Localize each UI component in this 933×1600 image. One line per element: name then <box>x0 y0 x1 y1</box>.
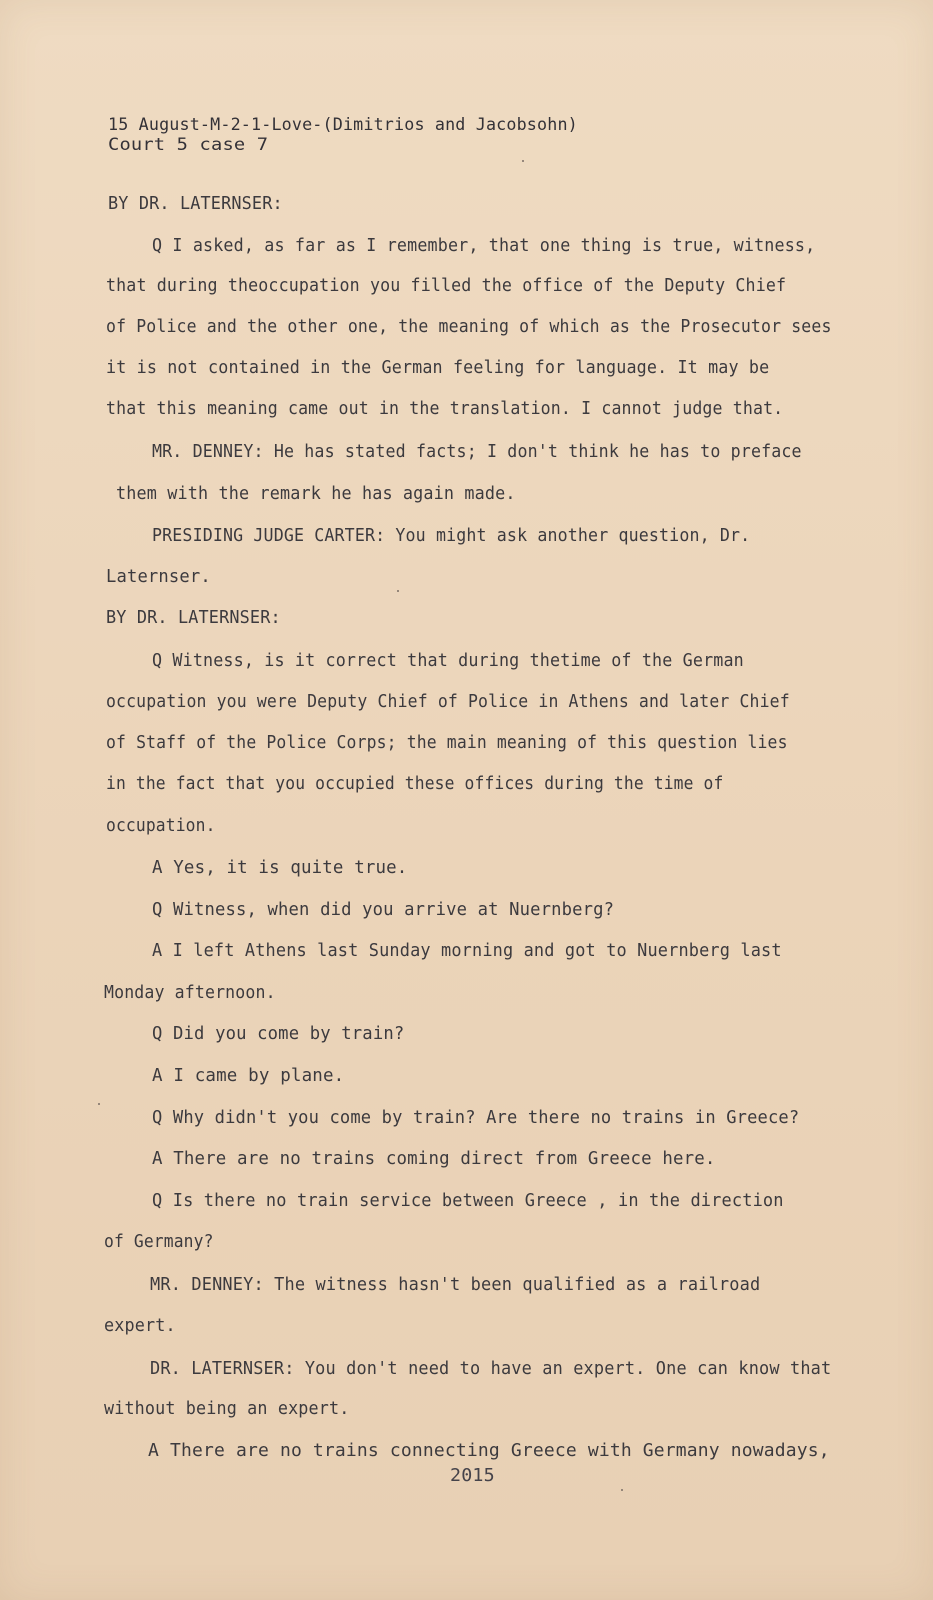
answer-line: A There are no trains coming direct from Greece here. <box>152 1149 716 1169</box>
header-line-2: Court 5 case 7 <box>108 135 269 154</box>
question-line: Q Witness, is it correct that during thetime of the German <box>152 651 744 671</box>
answer-line: A There are no trains connecting Greece with Germany nowadays, <box>148 1441 830 1461</box>
page-number: 2015 <box>450 1466 495 1486</box>
text-line: of Germany? <box>104 1232 214 1252</box>
text-line: Laternser. <box>106 567 211 587</box>
text-line: it is not contained in the German feeling for language. It may be <box>106 358 770 378</box>
speaker-line: PRESIDING JUDGE CARTER: You might ask another question, Dr. <box>152 526 751 546</box>
answer-line: A Yes, it is quite true. <box>152 858 408 878</box>
text-line: them with the remark he has again made. <box>116 484 516 504</box>
text-line: occupation. <box>106 816 216 836</box>
text-line: in the fact that you occupied these offices during the time of <box>106 774 724 794</box>
paper-speck <box>621 1489 623 1491</box>
speaker-line: MR. DENNEY: He has stated facts; I don't think he has to preface <box>152 442 802 462</box>
question-line: Q Witness, when did you arrive at Nuernberg? <box>152 900 615 920</box>
text-line: occupation you were Deputy Chief of Police in Athens and later Chief <box>106 692 790 712</box>
paper-speck <box>98 1103 100 1105</box>
paper-speck <box>522 160 524 162</box>
paper-speck <box>397 590 399 592</box>
answer-line: A I left Athens last Sunday morning and got to Nuernberg last <box>152 941 782 961</box>
speaker-heading: BY DR. LATERNSER: <box>108 194 283 214</box>
header-line-1: 15 August-M-2-1-Love-(Dimitrios and Jacobsohn) <box>108 115 578 134</box>
speaker-heading: BY DR. LATERNSER: <box>106 608 281 628</box>
text-line: of Police and the other one, the meaning of which as the Prosecutor sees <box>106 317 832 337</box>
text-line: without being an expert. <box>104 1399 350 1419</box>
text-line: Monday afternoon. <box>104 983 276 1003</box>
answer-line: A I came by plane. <box>152 1066 345 1086</box>
speaker-line: DR. LATERNSER: You don't need to have an expert. One can know that <box>150 1359 832 1379</box>
question-line: Q Why didn't you come by train? Are there no trains in Greece? <box>152 1108 800 1128</box>
text-line: expert. <box>104 1316 176 1336</box>
text-line: that during theoccupation you filled the office of the Deputy Chief <box>106 276 787 296</box>
question-line: Q I asked, as far as I remember, that one thing is true, witness, <box>152 236 816 256</box>
speaker-line: MR. DENNEY: The witness hasn't been qualified as a railroad <box>150 1275 761 1295</box>
question-line: Q Did you come by train? <box>152 1024 405 1044</box>
question-line: Q Is there no train service between Greece , in the direction <box>152 1191 784 1211</box>
text-line: of Staff of the Police Corps; the main meaning of this question lies <box>106 733 788 753</box>
text-line: that this meaning came out in the translation. I cannot judge that. <box>106 399 784 419</box>
